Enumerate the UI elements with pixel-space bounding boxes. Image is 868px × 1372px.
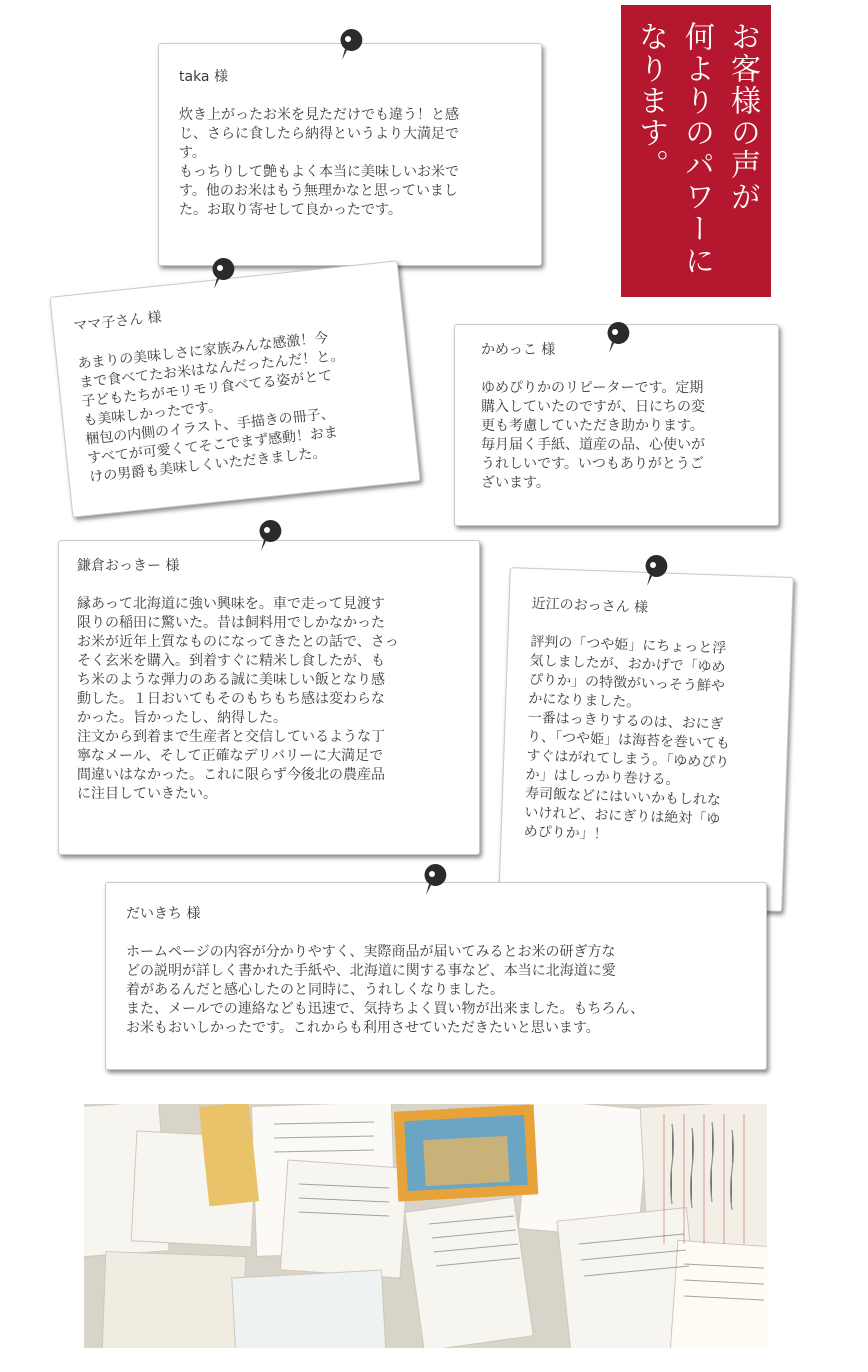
review-text: 炊き上がったお米を見ただけでも違う！と感 じ、さらに食したら納得というより大満足で す。 もっちりして艶もよく本当に美味しいお米で す。他のお米はもう無理かなと思っていまし た。お取り寄せして良かったです。: [179, 107, 459, 218]
reviewer-name: ママ子さん 様: [72, 309, 163, 335]
review-text: あまりの美味しさに家族みんな感激！今 まで食べてたお米はなんだったんだ！と。 子どもたちがモリモリ食べてる姿がとて も美味しかったです。 梱包の内側のイラスト、手描きの冊子、 すべてが可愛くてそこでまず感動！おま けの男爵も美味しくいただきました。: [76, 330, 345, 486]
review-card-taka: [158, 43, 542, 266]
review-card-oumi: [498, 567, 794, 912]
map-pin-icon: [336, 27, 366, 63]
review-card-kamakura: [58, 540, 480, 855]
headline-line-2: 何よりのパワーに: [679, 21, 714, 277]
headline-banner: [621, 5, 771, 297]
map-pin-icon: [420, 862, 450, 898]
headline-line-3: なります。: [633, 21, 668, 181]
map-pin-icon: [255, 518, 285, 554]
map-pin-icon: [208, 256, 238, 292]
review-text: 縁あって北海道に強い興味を。車で走って見渡す 限りの稲田に驚いた。昔は飼料用でしかなかった お米が近年上質なものになってきたとの話で、さっ そく玄米を購入。到着すぐに精米し食したが、も ち米のような弾力のある誠に美味しい飯となり感 動した。１日おいてもそのもちもち感は変わらな かった。旨かったし、納得した。 注文から到着まで生産者と交信しているような丁 寧なメール、そして正確なデリバリーに大満足で 間違いはなかった。これに限らず今後北の農産品 に注目していきたい。: [77, 596, 399, 802]
reviewer-name: かめっこ 様: [481, 342, 556, 358]
reviewer-name: 鎌倉おっきー 様: [77, 558, 180, 574]
map-pin-icon: [603, 320, 633, 356]
reviewer-name: taka 様: [179, 69, 228, 85]
review-text: 評判の「つや姫」にちょっと浮 気しましたが、おかげで「ゆめ ぴりか」の特徴がいっそう鮮や かになりました。 一番はっきりするのは、おにぎ り、「つや姫」は海苔を巻いても すぐはがれてしまう。「ゆめぴり か」はしっかり巻ける。 寿司飯などにはいいかもしれな いけれど、おにぎりは絶対「ゆ めぴりか」！: [523, 633, 731, 843]
review-card-daikichi: [105, 882, 767, 1070]
letters-collage-photo: [84, 1104, 767, 1348]
letters-collage-illustration: [84, 1104, 767, 1348]
review-text: ホームページの内容が分かりやすく、実際商品が届いてみるとお米の研ぎ方な どの説明が詳しく書かれた手紙や、北海道に関する事など、本当に北海道に愛 着があるんだと感心したのと同時に、うれしくなりました。 また、メールでの連絡なども迅速で、気持ちよく買い物が出来ました。もちろん、 お米もおいしかったです。これからも利用させていただきたいと思います。: [126, 944, 645, 1036]
reviewer-name: 近江のおっさん 様: [531, 595, 649, 616]
review-text: ゆめぴりかのリピーターです。定期 購入していたのですが、日にちの変 更も考慮していただき助かります。 毎月届く手紙、道産の品、心使いが うれしいです。いつもありがとうご ざいます。: [481, 380, 705, 491]
headline-line-1: お客様の声が: [725, 21, 760, 213]
reviewer-name: だいきち 様: [126, 906, 201, 922]
map-pin-icon: [641, 553, 671, 589]
review-card-mamako: [49, 260, 420, 517]
